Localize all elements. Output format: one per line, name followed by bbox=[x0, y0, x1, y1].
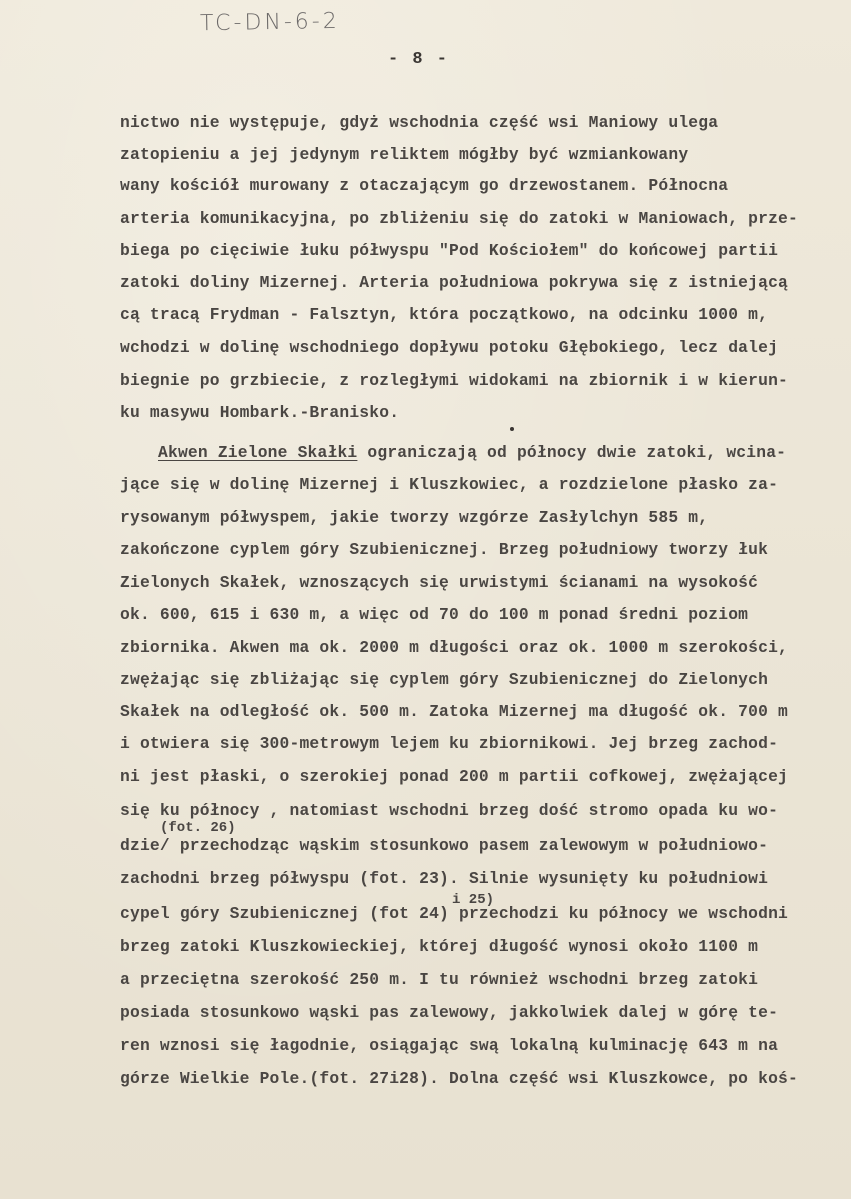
text-line: biegnie po grzbiecie, z rozległymi widokami na zbiornik i w kierun- bbox=[120, 371, 789, 390]
text-line: ku masywu Hombark.-Branisko. bbox=[120, 403, 400, 422]
text-line: się ku północy , natomiast wschodni brzeg dość stromo opada ku wo- bbox=[120, 801, 779, 820]
text-line: zbiornika. Akwen ma ok. 2000 m długości oraz ok. 1000 m szerokości, bbox=[120, 638, 789, 657]
text-line: Zielonych Skałek, wznoszących się urwistymi ścianami na wysokość bbox=[120, 573, 759, 592]
text-line: zatopieniu a jej jedynym reliktem mógłby być wzmiankowany bbox=[120, 145, 689, 164]
text-line: brzeg zatoki Kluszkowieckiej, której długość wynosi około 1100 m bbox=[120, 937, 759, 956]
text-line: górze Wielkie Pole.(fot. 27i28). Dolna część wsi Kluszkowce, po koś- bbox=[120, 1069, 798, 1088]
text-line: nictwo nie występuje, gdyż wschodnia część wsi Maniowy ulega bbox=[120, 113, 719, 132]
text-line: ni jest płaski, o szerokiej ponad 200 m partii cofkowej, zwężającej bbox=[120, 767, 789, 786]
underlined-heading-phrase: Akwen Zielone Skałki bbox=[158, 443, 358, 462]
text-line: cą tracą Frydman - Falsztyn, która początkowo, na odcinku 1000 m, bbox=[120, 305, 769, 324]
fot-25-insert: i 25) bbox=[452, 892, 495, 908]
text-line: ok. 600, 615 i 630 m, a więc od 70 do 100 m ponad średni poziom bbox=[120, 605, 749, 624]
fot-26-insert: (fot. 26) bbox=[160, 820, 236, 836]
text-line: posiada stosunkowo wąski pas zalewowy, jakkolwiek dalej w górę te- bbox=[120, 1003, 779, 1022]
text-line: wchodzi w dolinę wschodniego dopływu potoku Głębokiego, lecz dalej bbox=[120, 338, 779, 357]
text-line: jące się w dolinę Mizernej i Kluszkowiec, a rozdzielone płasko za- bbox=[120, 475, 779, 494]
text-line: zachodni brzeg półwyspu (fot. 23). Silnie wysunięty ku południowi bbox=[120, 869, 769, 888]
text-line: ren wznosi się łagodnie, osiągając swą lokalną kulminację 643 m na bbox=[120, 1036, 779, 1055]
text-line: i otwiera się 300-metrowym lejem ku zbiornikowi. Jej brzeg zachod- bbox=[120, 734, 779, 753]
ink-dot bbox=[510, 427, 514, 431]
text-line: dzie/ przechodząc wąskim stosunkowo pasem zalewowym w południowo- bbox=[120, 836, 769, 855]
handwritten-reference: TC-DN-6-2 bbox=[199, 8, 340, 37]
text-line: biega po cięciwie łuku półwyspu "Pod Kościołem" do końcowej partii bbox=[120, 241, 779, 260]
page-number: - 8 - bbox=[388, 50, 450, 69]
text-line: zwężając się zbliżając się cyplem góry Szubienicznej do Zielonych bbox=[120, 670, 769, 689]
text-line: a przeciętna szerokość 250 m. I tu również wschodni brzeg zatoki bbox=[120, 970, 759, 989]
text-line: rysowanym półwyspem, jakie tworzy wzgórze Zasłylchyn 585 m, bbox=[120, 508, 709, 527]
text-line: zatoki doliny Mizernej. Arteria południowa pokrywa się z istniejącą bbox=[120, 273, 789, 292]
text-line: cypel góry Szubienicznej (fot 24) przechodzi ku północy we wschodni bbox=[120, 904, 789, 923]
text-line: zakończone cyplem góry Szubienicznej. Brzeg południowy tworzy łuk bbox=[120, 540, 769, 559]
text-line: wany kościół murowany z otaczającym go drzewostanem. Północna bbox=[120, 176, 729, 195]
text-line: arteria komunikacyjna, po zbliżeniu się do zatoki w Maniowach, prze- bbox=[120, 209, 798, 228]
text-line: Skałek na odległość ok. 500 m. Zatoka Mizernej ma długość ok. 700 m bbox=[120, 702, 789, 721]
text-line-section-start: Akwen Zielone Skałki ograniczają od północy dwie zatoki, wcina- bbox=[158, 443, 787, 462]
